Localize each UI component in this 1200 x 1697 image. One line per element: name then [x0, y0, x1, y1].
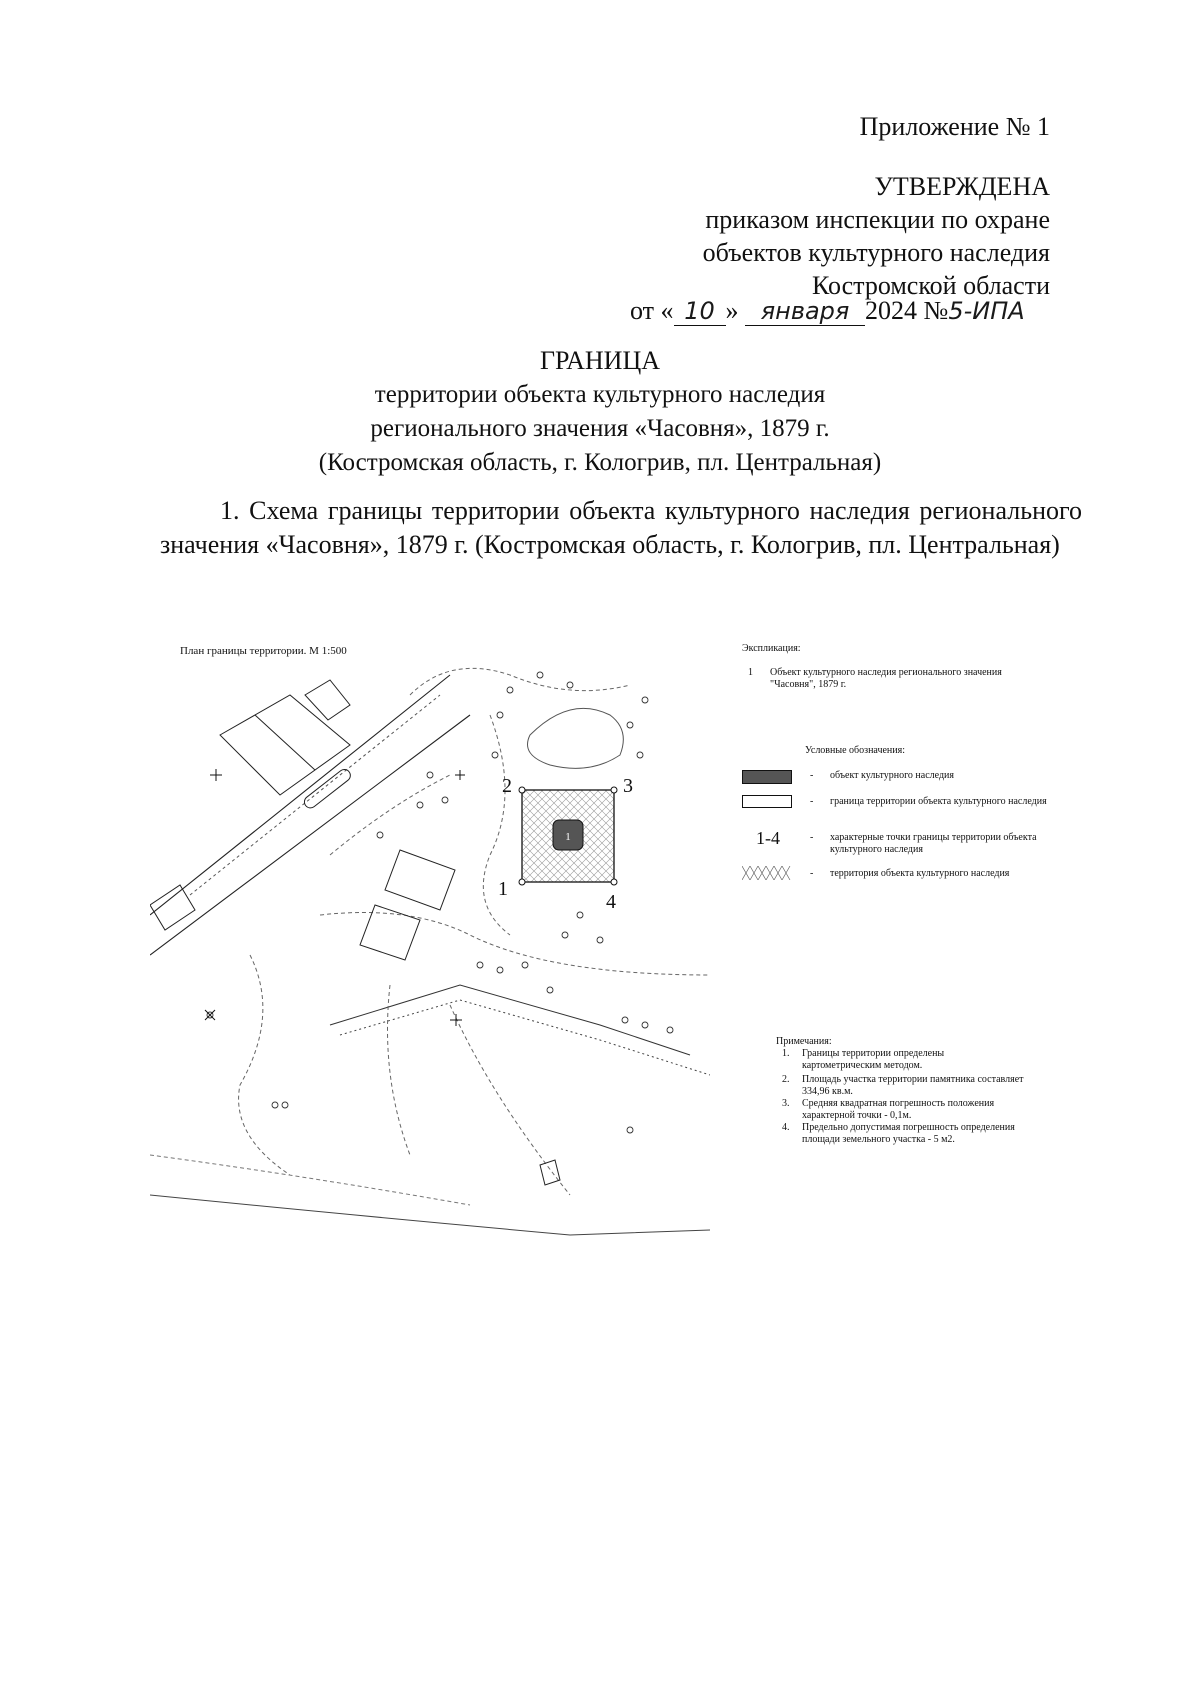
doc-title: ГРАНИЦА	[539, 346, 661, 375]
boundary-point-label: 1	[498, 878, 508, 900]
approved-line-3: Костромской области	[811, 271, 1050, 300]
legend-dash: -	[810, 868, 814, 879]
appendix-label: Приложение № 1	[859, 112, 1050, 141]
boundary-point-label: 3	[623, 775, 633, 797]
building-outline	[150, 885, 195, 930]
date-line	[630, 296, 1050, 336]
note-number: 3.	[782, 1098, 790, 1109]
tree-symbols	[207, 672, 673, 1133]
legend-dash: -	[810, 832, 814, 843]
date-year: 2024 №	[865, 296, 949, 325]
doc-subtitle-1: территории объекта культурного наследия	[374, 381, 826, 408]
explication-item-text: Объект культурного наследия регионального значения "Часовня", 1879 г.	[770, 667, 1002, 690]
street-line	[150, 675, 450, 915]
note-number: 2.	[782, 1074, 790, 1085]
note-number: 1.	[782, 1048, 790, 1059]
section-1-paragraph	[160, 494, 1082, 562]
legend-object-label: объект культурного наследия	[830, 770, 954, 781]
date-month: января	[745, 297, 865, 326]
date-mid: »	[725, 296, 739, 325]
legend-heading: Условные обозначения:	[805, 745, 906, 756]
note-text: Средняя квадратная погрешность положения характерной точки - 0,1м.	[802, 1098, 995, 1121]
date-prefix: от «	[630, 296, 674, 325]
notes-heading: Примечания:	[776, 1036, 832, 1047]
explication-item-number: 1	[748, 667, 753, 678]
approved-line-1: приказом инспекции по охране	[705, 205, 1050, 234]
legend-boundary-label: граница территории объекта культурного наследия	[830, 796, 1047, 807]
legend-object-swatch	[742, 770, 792, 784]
legend-boundary-swatch	[742, 795, 792, 808]
boundary-point-marker	[611, 787, 617, 793]
note-text: Предельно допустимая погрешность определения площади земельного участка - 5 м2.	[802, 1122, 1015, 1145]
note-number: 4.	[782, 1122, 790, 1133]
boundary-point-label: 2	[502, 775, 512, 797]
note-text: Границы территории определены картометрическим методом.	[802, 1048, 945, 1071]
doc-subtitle-3: (Костромская область, г. Кологрив, пл. Центральная)	[318, 449, 882, 476]
building-outline	[305, 680, 350, 720]
legend-points-symbol: 1-4	[756, 828, 780, 848]
legend-territory-swatch	[742, 866, 792, 880]
boundary-point-label: 4	[606, 891, 616, 913]
doc-number: 5-ИПА	[948, 297, 1025, 325]
boundary-point-marker	[519, 787, 525, 793]
explication-heading: Экспликация:	[742, 643, 801, 654]
note-text: Площадь участка территории памятника составляет 334,96 кв.м.	[802, 1074, 1024, 1097]
object-number-label: 1	[565, 831, 571, 843]
date-day: 10	[674, 297, 726, 326]
street-line	[150, 715, 470, 955]
legend-territory-label: территория объекта культурного наследия	[830, 868, 1010, 879]
doc-subtitle-2: регионального значения «Часовня», 1879 г.	[370, 415, 830, 442]
building-outline	[220, 695, 350, 795]
legend-dash: -	[810, 770, 814, 781]
legend-points-label: характерные точки границы территории объекта культурного наследия	[830, 832, 1037, 855]
approved-label: УТВЕРЖДЕНА	[874, 172, 1050, 201]
building-outline	[385, 850, 455, 910]
site-plan-map	[150, 655, 710, 1245]
building-outline	[360, 905, 420, 960]
map-title: План границы территории. М 1:500	[180, 645, 347, 657]
boundary-point-marker	[519, 879, 525, 885]
section-1-text: 1. Схема границы территории объекта культурного наследия регионального значения «Часовня», 1879 г. (Костромская область, г. Кологрив, пл. Центральная)	[160, 496, 1082, 559]
legend-dash: -	[810, 796, 814, 807]
approved-line-2: объектов культурного наследия	[702, 238, 1050, 267]
boundary-point-marker	[611, 879, 617, 885]
